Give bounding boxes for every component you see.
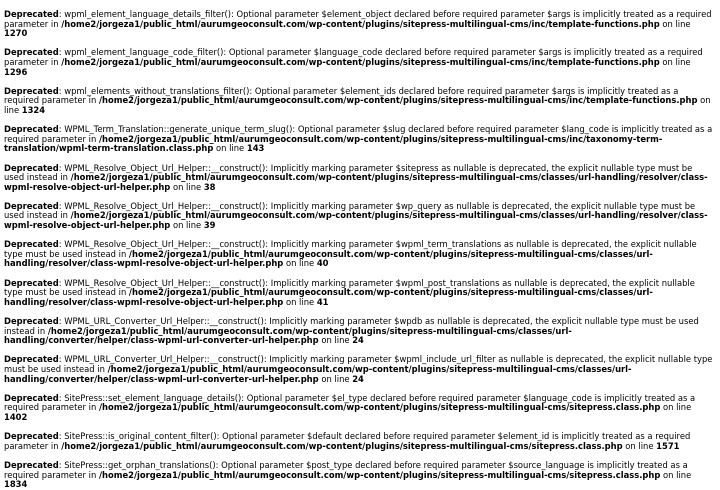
deprecation-notice: [4, 240, 714, 269]
notice-message: : WPML_URL_Converter_Url_Helper::__construct(): Implicitly marking parameter $wpml_include_url_filter as nullable is deprecated, the explicit nullable type must be used instead in: [4, 354, 713, 374]
notice-line-number: 38: [203, 181, 216, 192]
notice-file-path: /home2/jorgeza1/public_html/aurumgeoconsult.com/wp-content/plugins/sitepress-multilingual-cms/sitepress.class.php: [61, 440, 623, 451]
notice-message: : SitePress::set_element_language_details(): Optional parameter $el_type declared before required parameter $language_code is implicitly treated as a required parameter in: [4, 392, 696, 413]
notice-message: : WPML_Resolve_Object_Url_Helper::__construct(): Implicitly marking parameter $wp_query as nullable is deprecated, the explicit nullable type must be used instead in: [4, 200, 696, 221]
notice-line-number: 39: [203, 220, 216, 231]
deprecation-notice: [4, 48, 714, 77]
notice-message: : WPML_Term_Translation::generate_unique_term_slug(): Optional parameter $slug declared before required parameter $lang_code is implicitly treated as a required parameter in: [4, 124, 713, 144]
notice-message: : WPML_Resolve_Object_Url_Helper::__construct(): Implicitly marking parameter $wpml_term_translations as nullable is deprecated, the explicit nullable type must be used instead in: [4, 239, 697, 259]
deprecation-notice: [4, 461, 714, 490]
notice-file-path: /home2/jorgeza1/public_html/aurumgeoconsult.com/wp-content/plugins/sitepress-multilingual-cms/classes/url-handling/resolver/class-wpml-resolve-object-url-helper.php: [4, 172, 708, 192]
notice-file-path: /home2/jorgeza1/public_html/aurumgeoconsult.com/wp-content/plugins/sitepress-multilingual-cms/sitepress.class.php: [98, 402, 661, 413]
deprecation-notice: [4, 432, 714, 451]
notice-line-number: 41: [316, 296, 329, 307]
deprecation-notice: [4, 164, 714, 193]
deprecation-notice: [4, 10, 714, 39]
notice-file-path: /home2/jorgeza1/public_html/aurumgeoconsult.com/wp-content/plugins/sitepress-multilingual-cms/inc/template-functions.php: [61, 56, 660, 67]
notice-label: Deprecated: [4, 162, 59, 173]
notice-message: : WPML_URL_Converter_Url_Helper::__construct(): Implicitly marking parameter $wpdb as nullable is deprecated, the explicit nullable type must be used instead in: [4, 316, 699, 336]
deprecation-notice: [4, 87, 714, 116]
notice-on-line: on line: [660, 402, 692, 413]
notice-line-number: 1296: [4, 66, 28, 77]
notice-on-line: on line: [170, 220, 204, 231]
notice-label: Deprecated: [4, 431, 59, 442]
notice-label: Deprecated: [4, 277, 59, 288]
deprecation-notice: [4, 394, 714, 423]
notice-label: Deprecated: [4, 200, 59, 211]
notice-label: Deprecated: [4, 316, 59, 326]
notice-line-number: 1324: [21, 104, 46, 115]
notice-message: : SitePress::is_original_content_filter(): Optional parameter $default declared before required parameter $element_id is implicitly treated as a required parameter in: [4, 431, 691, 451]
notice-message: : WPML_Resolve_Object_Url_Helper::__construct(): Implicitly marking parameter $wpml_post_translations as nullable is deprecated, the explicit nullable type must be used instead in: [4, 277, 695, 298]
notice-file-path: /home2/jorgeza1/public_html/aurumgeoconsult.com/wp-content/plugins/sitepress-multilingual-cms/classes/url-handling/converter/helper/class-wpml-url-converter-url-helper.php: [4, 325, 572, 346]
notice-label: Deprecated: [4, 85, 59, 96]
notice-message: : wpml_element_language_code_filter(): Optional parameter $language_code declared before required parameter $args is implicitly treated as a required parameter in: [4, 47, 703, 67]
notice-on-line: on line: [213, 143, 247, 154]
notice-line-number: 1571: [656, 440, 680, 451]
notice-on-line: on line: [659, 56, 691, 67]
notice-on-line: on line: [622, 440, 657, 451]
notice-line-number: 143: [246, 143, 265, 154]
notice-line-number: 24: [352, 335, 364, 346]
notice-file-path: /home2/jorgeza1/public_html/aurumgeoconsult.com/wp-content/plugins/sitepress-multilingual-cms/sitepress.class.php: [98, 469, 661, 480]
notice-on-line: on line: [283, 296, 317, 307]
notice-label: Deprecated: [4, 9, 59, 19]
notice-file-path: /home2/jorgeza1/public_html/aurumgeoconsult.com/wp-content/plugins/sitepress-multilingual-cms/classes/url-handling/resolver/class-wpml-resolve-object-url-helper.php: [4, 248, 653, 269]
notice-label: Deprecated: [4, 392, 59, 403]
notice-label: Deprecated: [4, 47, 59, 58]
notice-line-number: 1834: [4, 479, 28, 490]
notice-line-number: 1402: [4, 411, 28, 422]
notice-file-path: /home2/jorgeza1/public_html/aurumgeoconsult.com/wp-content/plugins/sitepress-multilingual-cms/classes/url-handling/resolver/class-wpml-resolve-object-url-helper.php: [4, 210, 708, 231]
notice-on-line: on line: [170, 181, 204, 192]
deprecation-notice: [4, 125, 714, 154]
notice-on-line: on line: [318, 335, 353, 346]
notice-file-path: /home2/jorgeza1/public_html/aurumgeoconsult.com/wp-content/plugins/sitepress-multilingual-cms/classes/url-handling/converter/helper/class-wpml-url-converter-url-helper.php: [4, 363, 632, 384]
notice-file-path: /home2/jorgeza1/public_html/aurumgeoconsult.com/wp-content/plugins/sitepress-multilingual-cms/inc/template-functions.php: [61, 18, 660, 29]
notice-message: : wpml_element_language_details_filter(): Optional parameter $element_object declared before required parameter $args is implicitly treated as a required parameter in: [4, 9, 712, 29]
deprecation-notice: [4, 317, 714, 346]
notice-line-number: 40: [316, 258, 329, 269]
notice-label: Deprecated: [4, 459, 59, 470]
notice-label: Deprecated: [4, 354, 59, 365]
notice-message: : WPML_Resolve_Object_Url_Helper::__construct(): Implicitly marking parameter $sitepress as nullable is deprecated, the explicit nullable type must be used instead in: [4, 162, 693, 183]
notice-line-number: 1270: [4, 28, 28, 39]
notice-on-line: on line: [283, 258, 317, 269]
notice-label: Deprecated: [4, 239, 59, 250]
deprecation-notice: [4, 355, 714, 384]
notice-message: : SitePress::get_orphan_translations(): Optional parameter $post_type declared before required parameter $source_language is implicitly treated as a required parameter in: [4, 459, 688, 480]
notice-file-path: /home2/jorgeza1/public_html/aurumgeoconsult.com/wp-content/plugins/sitepress-multilingual-cms/classes/url-handling/resolver/class-wpml-resolve-object-url-helper.php: [4, 287, 653, 307]
notice-on-line: on line: [660, 469, 692, 480]
notice-on-line: on line: [4, 95, 711, 115]
deprecation-notice: [4, 202, 714, 231]
notice-on-line: on line: [659, 18, 691, 29]
notice-file-path: /home2/jorgeza1/public_html/aurumgeoconsult.com/wp-content/plugins/sitepress-multilingual-cms/inc/template-functions.php: [98, 95, 698, 106]
notice-label: Deprecated: [4, 124, 59, 135]
notice-message: : wpml_elements_without_translations_filter(): Optional parameter $element_ids declared before required parameter $args is implicitly treated as a required parameter in: [4, 85, 679, 106]
notice-file-path: /home2/jorgeza1/public_html/aurumgeoconsult.com/wp-content/plugins/sitepress-multilingual-cms/inc/taxonomy-term-translation/wpml-term-translation.class.php: [4, 133, 663, 154]
deprecation-notice: [4, 279, 714, 308]
notice-on-line: on line: [318, 373, 353, 384]
notice-line-number: 24: [352, 373, 364, 384]
